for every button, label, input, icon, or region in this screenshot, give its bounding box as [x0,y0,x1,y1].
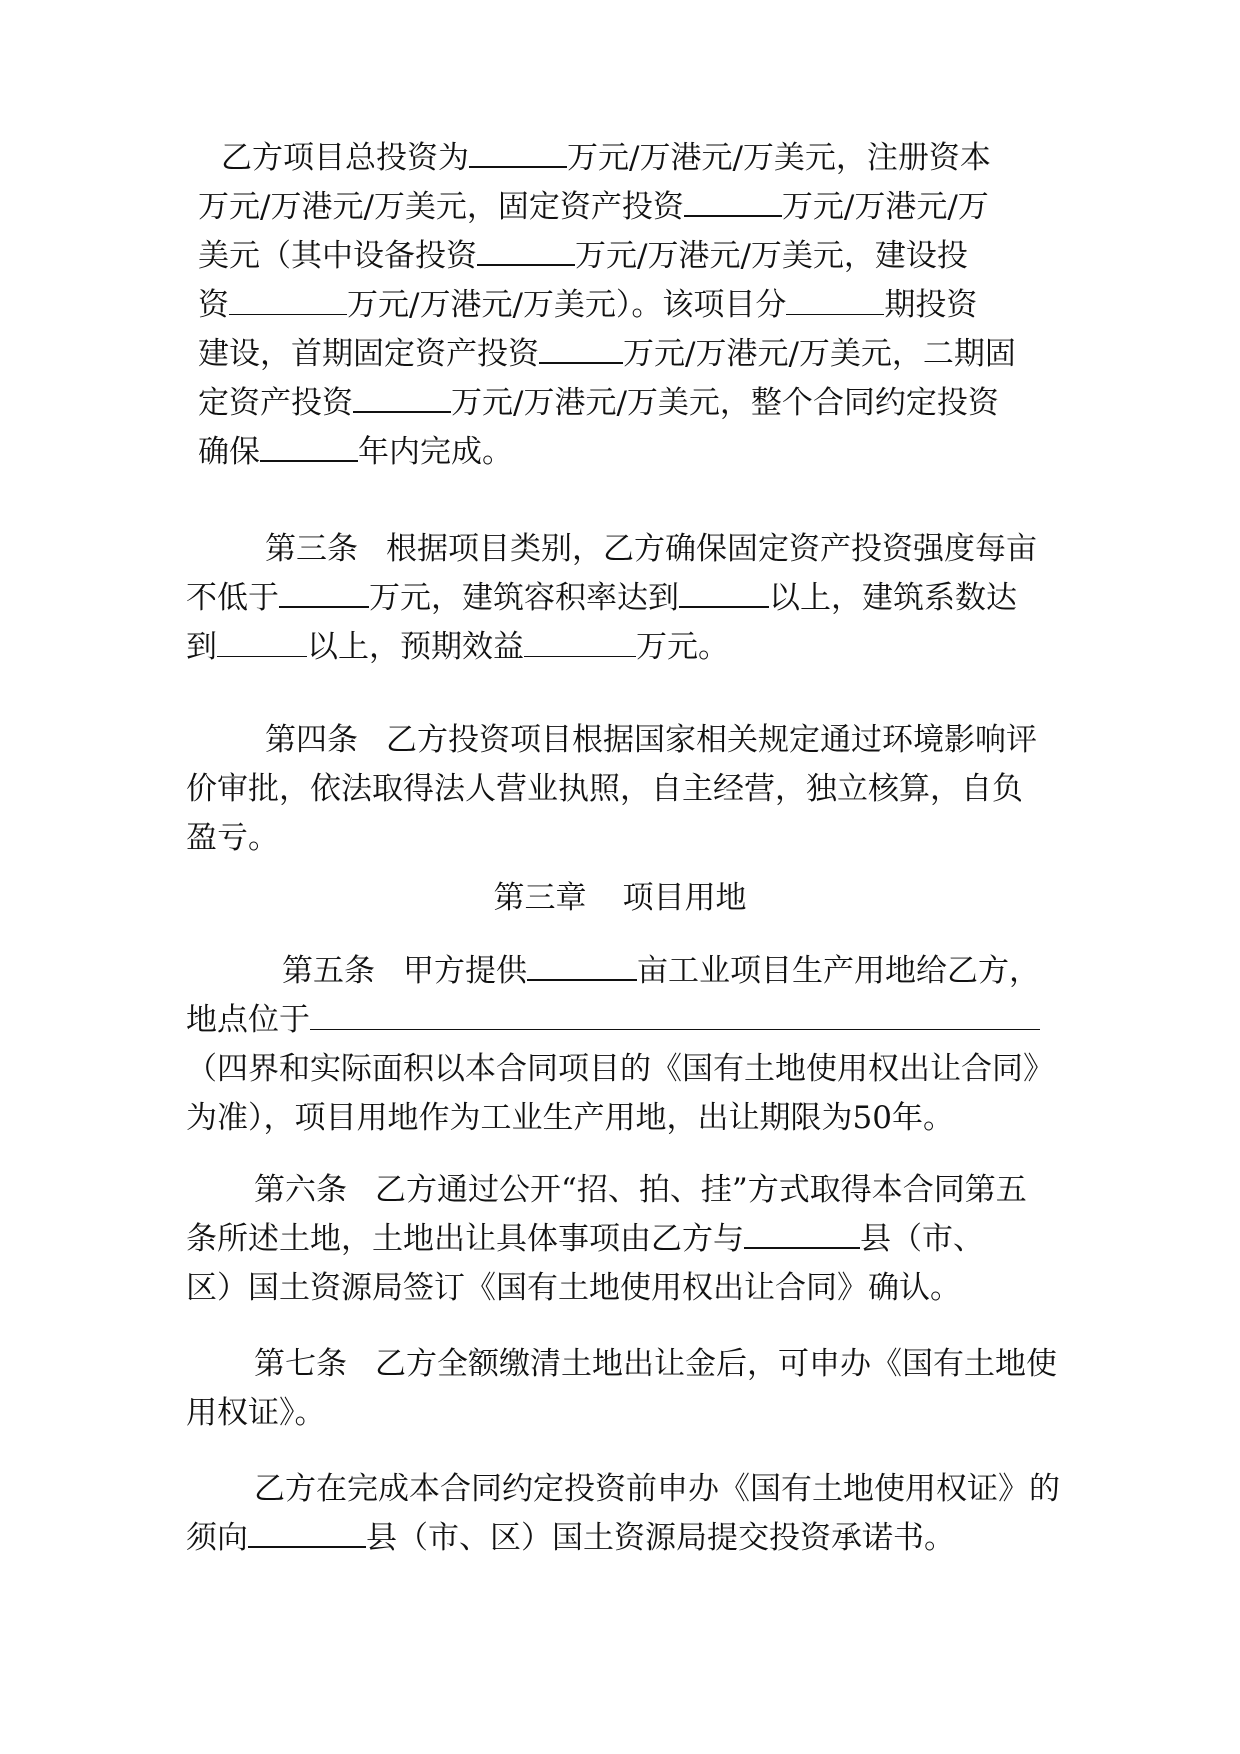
text: 万元/万港元/万美元，固定资产投资 [198,189,684,225]
text: 美元（其中设备投资 [198,238,477,274]
text: 用权证》。 [186,1395,326,1431]
location-blank [310,999,1040,1030]
investment-line-1 [183,134,1016,183]
commitment-paragraph [186,1465,1060,1563]
text: 为准），项目用地作为工业生产用地，出让期限为50年。 [186,1100,954,1136]
text: 根据项目类别，乙方确保固定资产投资强度每亩 [386,531,1037,567]
article-7-line-1 [186,1340,1057,1389]
article-number: 第六条 [254,1172,347,1208]
article-6-line-2 [186,1215,1027,1264]
chapter-number: 第三章 [493,880,587,916]
text: 万元，建筑容积率达到 [369,580,679,616]
article-number: 第七条 [254,1346,347,1382]
text: 乙方通过公开“招、拍、挂”方式取得本合同第五 [375,1172,1027,1208]
text: 万元。 [636,629,729,665]
commitment-line-1 [186,1465,1060,1514]
text: 万元/万港元/万美元，注册资本 [567,140,991,176]
article-6-line-3 [186,1264,1027,1313]
phase1-blank [539,332,623,364]
text: 县（市、 [860,1221,984,1257]
text: 地点位于 [186,1002,310,1038]
article-5-line-2 [186,996,1054,1045]
article-7-line-2 [186,1389,1057,1438]
text: 甲方提供 [403,953,527,989]
article-4-line-2 [186,765,1037,814]
text: （四界和实际面积以本合同项目的《国有土地使用权出让合同》 [186,1051,1054,1087]
text: 万元/万港元/万 [781,189,989,225]
text: 资 [198,287,229,323]
text: 万元/万港元/万美元）。该项目分 [347,287,787,323]
article-5-line-4 [186,1094,1054,1143]
construction-investment-blank [229,284,347,315]
article-5-line-3 [186,1045,1054,1094]
article-number: 第五条 [282,953,375,989]
text: 盈亏。 [186,820,279,856]
text: 须向 [186,1520,248,1556]
text: 不低于 [186,580,279,616]
commitment-line-2 [186,1514,1060,1563]
article-6 [186,1166,1027,1313]
text: 万元/万港元/万美元，整个合同约定投资 [451,385,999,421]
text: 期投资 [884,287,978,323]
article-5-line-1 [186,947,1054,996]
text: 年内完成。 [358,434,513,470]
article-3-line-3 [186,623,1037,672]
total-investment-blank [469,136,567,168]
phase2-blank [353,381,451,413]
chapter-title: 项目用地 [622,880,747,916]
phases-blank [786,284,884,315]
article-3-line-2 [186,574,1037,623]
text: 万元/万港元/万美元，二期固 [623,336,1016,372]
text: 县（市、区）国土资源局提交投资承诺书。 [366,1520,955,1556]
article-6-line-1 [186,1166,1027,1215]
article-4-line-1 [186,716,1037,765]
investment-line-4 [183,281,1016,330]
land-area-blank [527,949,637,981]
text: 以上，建筑系数达 [769,580,1017,616]
text: 乙方在完成本合同约定投资前申办《国有土地使用权证》的 [254,1471,1060,1507]
building-coefficient-blank [217,626,307,657]
investment-line-7 [183,428,1016,477]
county-blank [744,1217,860,1249]
text: 建设，首期固定资产投资 [198,336,539,372]
article-7 [186,1340,1057,1438]
investment-line-6 [183,379,1016,428]
investment-line-2 [183,183,1016,232]
text: 乙方投资项目根据国家相关规定通过环境影响评 [386,722,1037,758]
article-number: 第三条 [265,531,358,567]
text: 以上，预期效益 [307,629,524,665]
article-4-line-3 [186,814,1037,863]
text: 条所述土地，土地出让具体事项由乙方与 [186,1221,744,1257]
plot-ratio-blank [679,576,769,608]
equipment-investment-blank [477,234,575,266]
article-3-line-1 [186,525,1037,574]
text: 区）国土资源局签订《国有土地使用权出让合同》确认。 [186,1270,961,1306]
article-number: 第四条 [265,722,358,758]
text: 亩工业项目生产用地给乙方， [637,953,1040,989]
investment-line-5 [183,330,1016,379]
investment-paragraph [183,134,1016,477]
county-bureau-blank [248,1516,366,1548]
text: 万元/万港元/万美元，建设投 [575,238,968,274]
text: 确保 [198,434,260,470]
text: 到 [186,629,217,665]
investment-line-3 [183,232,1016,281]
chapter-heading [0,874,1240,923]
text: 乙方项目总投资为 [221,140,469,176]
article-4 [186,716,1037,863]
completion-years-blank [260,430,358,462]
investment-intensity-blank [279,576,369,608]
article-5 [186,947,1054,1143]
text: 乙方全额缴清土地出让金后，可申办《国有土地使 [375,1346,1057,1382]
text: 定资产投资 [198,385,353,421]
article-3 [186,525,1037,672]
fixed-asset-blank [684,185,782,217]
text: 价审批，依法取得法人营业执照，自主经营，独立核算，自负 [186,771,1023,807]
expected-benefit-blank [524,626,636,657]
